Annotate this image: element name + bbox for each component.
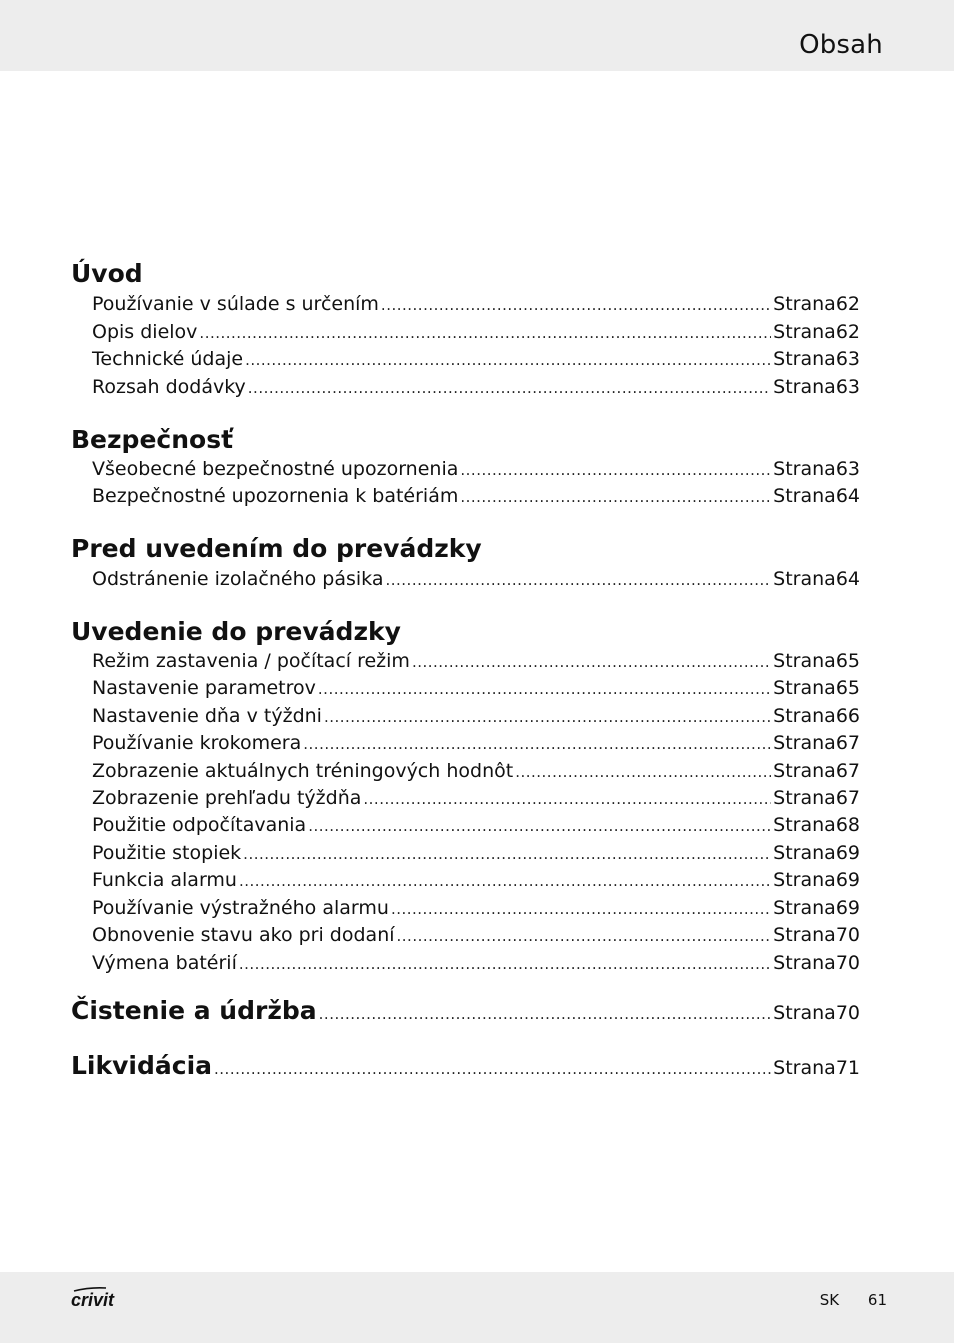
dot-leader (460, 485, 771, 509)
toc-entry-page: 62 (835, 293, 860, 315)
toc-entry-label: Všeobecné bezpečnostné upozornenia (92, 458, 459, 480)
toc-entry-strana: Strana (773, 842, 836, 864)
toc-entry-strana: Strana (773, 650, 836, 672)
toc-entry-label: Rozsah dodávky (92, 376, 246, 398)
toc-entry-page: 69 (835, 897, 860, 919)
toc-entry-page: 69 (835, 842, 860, 864)
toc-entry-page: 62 (835, 321, 860, 343)
dot-leader (318, 677, 771, 701)
toc-entry-page: 67 (835, 732, 860, 754)
toc-entry-page: 70 (835, 924, 860, 946)
section-heading-uvod: Úvod (71, 259, 143, 288)
toc-entry-strana: Strana (773, 1002, 836, 1024)
header-band (0, 0, 954, 71)
section-heading-uvedenie: Uvedenie do prevádzky (71, 617, 401, 646)
toc-entry[interactable] (92, 676, 860, 700)
toc-entry-strana: Strana (773, 376, 836, 398)
toc-entry-label: Používanie krokomera (92, 732, 302, 754)
toc-entry-label: Používanie v súlade s určením (92, 293, 379, 315)
toc-section-entry-cistenie[interactable] (71, 996, 860, 1031)
toc-entry-strana: Strana (773, 952, 836, 974)
dot-leader (239, 869, 771, 893)
toc-entry-strana: Strana (773, 732, 836, 754)
toc-entry-label: Bezpečnostné upozornenia k batériám (92, 485, 459, 507)
dot-leader (412, 650, 771, 674)
toc-entry-page: 68 (835, 814, 860, 836)
toc-entry[interactable] (92, 292, 860, 316)
toc-entry-label: Použitie stopiek (92, 842, 242, 864)
page-title: Obsah (799, 30, 883, 60)
toc-entry[interactable] (92, 457, 860, 481)
toc-entry-strana: Strana (773, 568, 836, 590)
toc-entry[interactable] (92, 320, 860, 344)
dot-leader (239, 952, 771, 976)
toc-entry-page: 69 (835, 869, 860, 891)
toc-entry-page: 64 (835, 485, 860, 507)
dot-leader (381, 293, 771, 317)
toc-entry-page: 63 (835, 458, 860, 480)
toc-entry[interactable] (92, 649, 860, 673)
toc-entry[interactable] (92, 951, 860, 975)
toc-entry-page: 70 (835, 952, 860, 974)
crivit-logo-graphic (70, 1284, 128, 1312)
toc-entry-page: 64 (835, 568, 860, 590)
dot-leader (245, 348, 771, 372)
language-code: SK (819, 1291, 840, 1309)
toc-entry[interactable] (92, 731, 860, 755)
toc-entry-label: Nastavenie dňa v týždni (92, 705, 322, 727)
dot-leader (308, 814, 771, 838)
toc-entry-label: Likvidácia (71, 1051, 213, 1080)
toc-entry-strana: Strana (773, 458, 836, 480)
toc-entry[interactable] (92, 759, 860, 783)
toc-entry-strana: Strana (773, 705, 836, 727)
toc-entry-strana: Strana (773, 485, 836, 507)
dot-leader (363, 787, 771, 811)
dot-leader (214, 1057, 771, 1081)
toc-entry[interactable] (92, 786, 860, 810)
dot-leader (397, 924, 772, 948)
toc-entry-label: Funkcia alarmu (92, 869, 237, 891)
toc-entry-page: 70 (835, 1002, 860, 1024)
toc-entry-page: 65 (835, 677, 860, 699)
toc-entry-label: Používanie výstražného alarmu (92, 897, 389, 919)
toc-entry-strana: Strana (773, 897, 836, 919)
toc-entry-strana: Strana (773, 348, 836, 370)
toc-entry[interactable] (92, 704, 860, 728)
toc-entry-page: 66 (835, 705, 860, 727)
toc-entry-strana: Strana (773, 869, 836, 891)
toc-entry[interactable] (92, 896, 860, 920)
toc-entry-label: Zobrazenie aktuálnych tréningových hodnôt (92, 760, 514, 782)
toc-entry-label: Výmena batérií (92, 952, 237, 974)
toc-entry-page: 67 (835, 760, 860, 782)
dot-leader (460, 458, 771, 482)
dot-leader (319, 1002, 772, 1026)
dot-leader (515, 760, 771, 784)
toc-entry-label: Použitie odpočítavania (92, 814, 307, 836)
toc-entry[interactable] (92, 813, 860, 837)
toc-entry-strana: Strana (773, 321, 836, 343)
toc-entry-strana: Strana (773, 924, 836, 946)
dot-leader (324, 705, 771, 729)
toc-entry[interactable] (92, 347, 860, 371)
toc-entry[interactable] (92, 868, 860, 892)
toc-entry-label: Nastavenie parametrov (92, 677, 316, 699)
toc-entry-page: 63 (835, 348, 860, 370)
toc-section-entry-likvidacia[interactable] (71, 1051, 860, 1086)
page-number: 61 (867, 1291, 887, 1309)
toc-entry-page: 67 (835, 787, 860, 809)
toc-entry-page: 63 (835, 376, 860, 398)
toc-entry[interactable] (92, 923, 860, 947)
toc-entry-label: Technické údaje (92, 348, 244, 370)
toc-entry[interactable] (92, 841, 860, 865)
toc-entry-strana: Strana (773, 814, 836, 836)
dot-leader (303, 732, 771, 756)
toc-entry[interactable] (92, 484, 860, 508)
dot-leader (391, 897, 771, 921)
dot-leader (248, 376, 771, 400)
toc-entry-page: 71 (835, 1057, 860, 1079)
crivit-logo-text: crivit (71, 1290, 115, 1310)
toc-entry-strana: Strana (773, 760, 836, 782)
toc-entry-strana: Strana (773, 677, 836, 699)
dot-leader (199, 321, 771, 345)
footer-page-info (810, 1291, 887, 1309)
section-heading-bezpecnost: Bezpečnosť (71, 425, 234, 454)
toc-entry-label: Odstránenie izolačného pásika (92, 568, 384, 590)
toc-entry-label: Zobrazenie prehľadu týždňa (92, 787, 362, 809)
dot-leader (385, 568, 771, 592)
toc-entry-strana: Strana (773, 787, 836, 809)
dot-leader (243, 842, 771, 866)
crivit-logo (70, 1284, 128, 1316)
toc-entry[interactable] (92, 375, 860, 399)
toc-entry-page: 65 (835, 650, 860, 672)
toc-entry-label: Čistenie a údržba (71, 996, 317, 1025)
toc-entry-label: Režim zastavenia / počítací režim (92, 650, 410, 672)
toc-entry-strana: Strana (773, 293, 836, 315)
toc-entry-label: Obnovenie stavu ako pri dodaní (92, 924, 395, 946)
toc-entry-strana: Strana (773, 1057, 836, 1079)
toc-entry[interactable] (92, 567, 860, 591)
section-heading-pred-uvedenim: Pred uvedením do prevádzky (71, 534, 482, 563)
toc-entry-label: Opis dielov (92, 321, 198, 343)
